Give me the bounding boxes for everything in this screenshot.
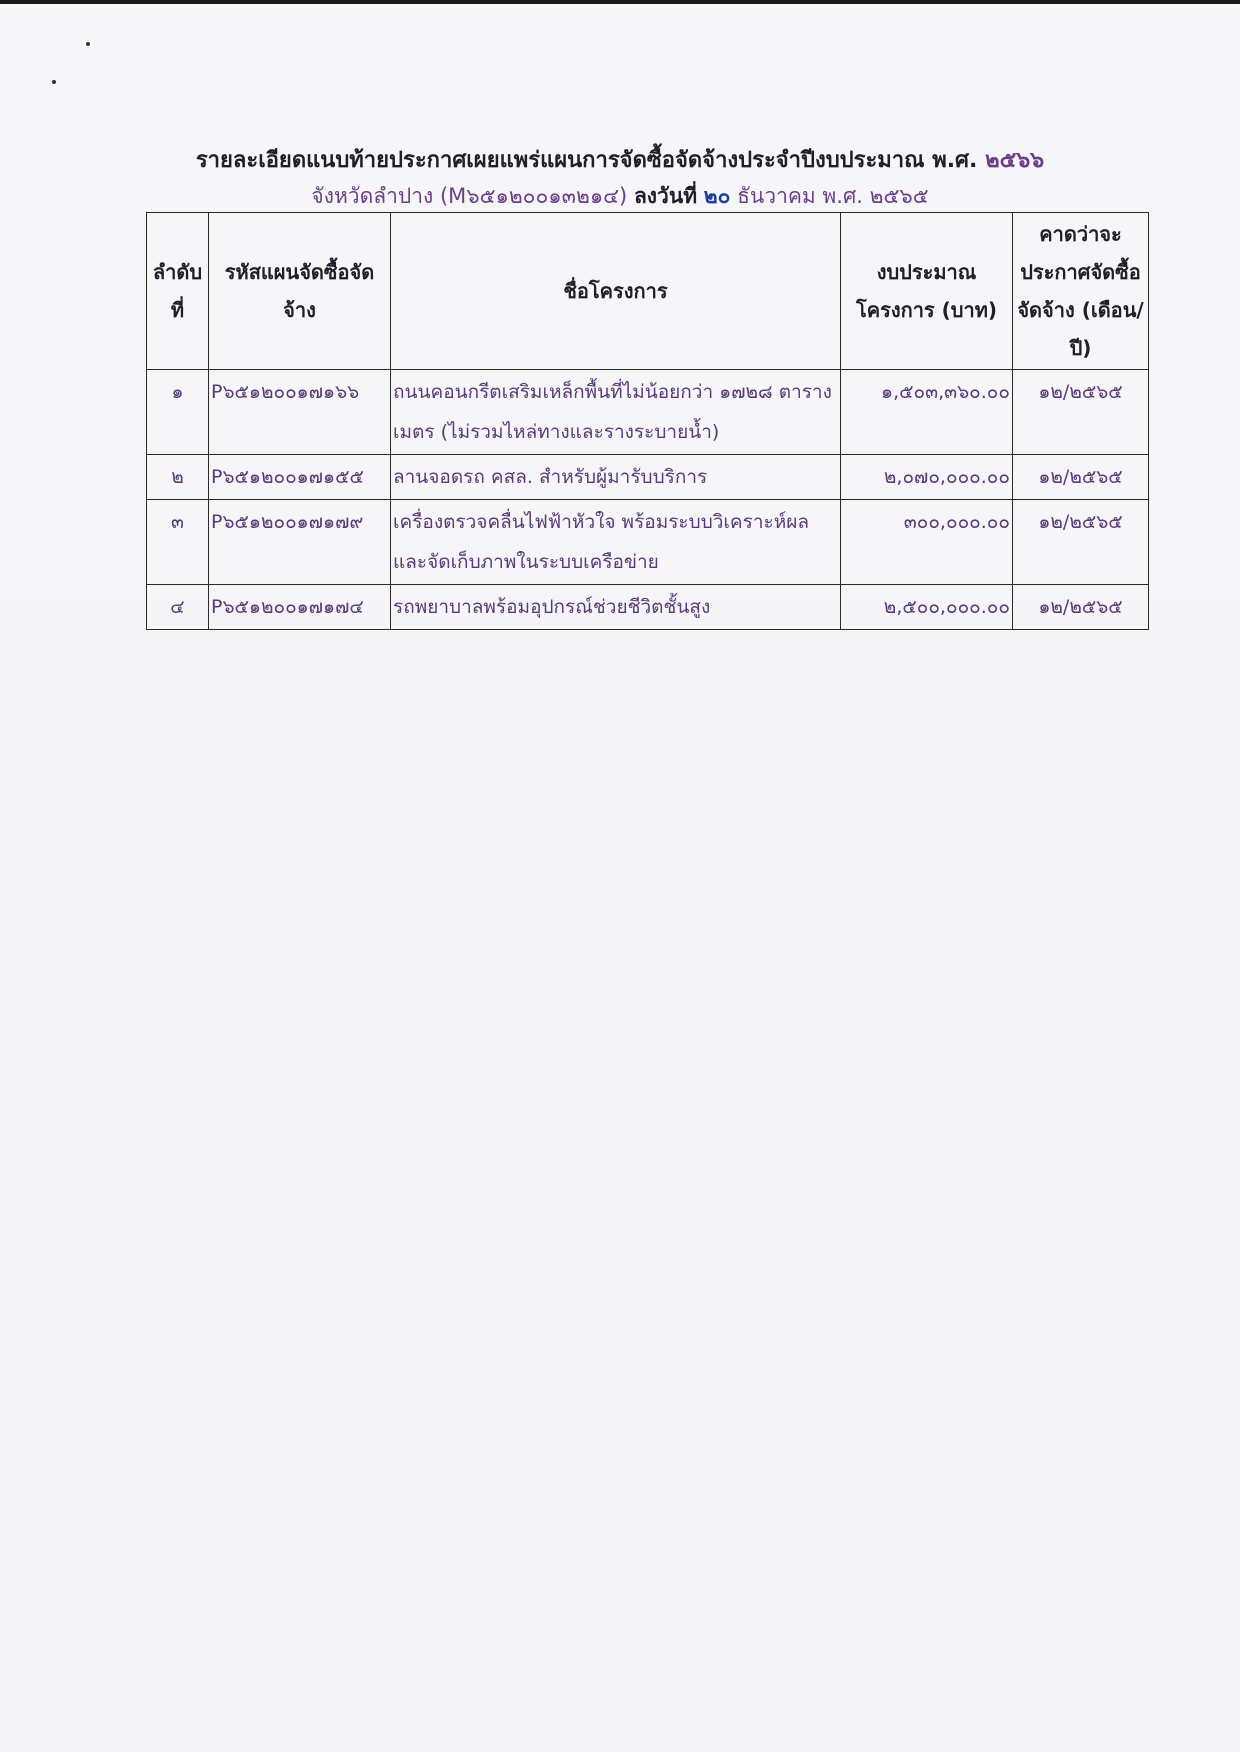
header-budget: งบประมาณโครงการ (บาท) <box>841 213 1013 370</box>
cell-budget: ๒,๐๗๐,๐๐๐.๐๐ <box>841 455 1013 500</box>
header-code: รหัสแผนจัดซื้อจัดจ้าง <box>209 213 391 370</box>
table-header-row <box>147 213 1149 370</box>
cell-name: รถพยาบาลพร้อมอุปกรณ์ช่วยชีวิตชั้นสูง <box>391 585 841 630</box>
subtitle-month-year: ธันวาคม พ.ศ. ๒๕๖๕ <box>737 184 929 208</box>
subtitle-date-label: ลงวันที่ <box>633 184 698 208</box>
subtitle-province: จังหวัดลำปาง (M๖๕๑๒๐๐๑๓๒๑๔) <box>311 184 628 208</box>
title-main: รายละเอียดแนบท้ายประกาศเผยแพร่แผนการจัดซื้อจัดจ้างประจำปีงบประมาณ พ.ศ. <box>195 148 978 173</box>
cell-month: ๑๒/๒๕๖๕ <box>1013 370 1149 455</box>
document-title <box>0 142 1240 177</box>
header-no: ลำดับที่ <box>147 213 209 370</box>
cell-month: ๑๒/๒๕๖๕ <box>1013 500 1149 585</box>
table-row <box>147 500 1149 585</box>
table-row <box>147 370 1149 455</box>
document-subtitle <box>0 180 1240 213</box>
cell-month: ๑๒/๒๕๖๕ <box>1013 585 1149 630</box>
cell-code: P๖๕๑๒๐๐๑๗๑๖๖ <box>209 370 391 455</box>
header-month: คาดว่าจะประกาศจัดซื้อจัดจ้าง (เดือน/ปี) <box>1013 213 1149 370</box>
cell-name: ลานจอดรถ คสล. สำหรับผู้มารับบริการ <box>391 455 841 500</box>
scan-speck <box>52 80 56 84</box>
cell-budget: ๑,๕๐๓,๓๖๐.๐๐ <box>841 370 1013 455</box>
cell-budget: ๓๐๐,๐๐๐.๐๐ <box>841 500 1013 585</box>
table-row <box>147 585 1149 630</box>
scan-speck <box>86 42 90 46</box>
cell-no: ๑ <box>147 370 209 455</box>
cell-no: ๒ <box>147 455 209 500</box>
procurement-plan-table <box>146 212 1149 630</box>
cell-code: P๖๕๑๒๐๐๑๗๑๗๔ <box>209 585 391 630</box>
cell-no: ๓ <box>147 500 209 585</box>
table-row <box>147 455 1149 500</box>
title-year: ๒๕๖๖ <box>985 148 1045 173</box>
scan-top-edge <box>0 0 1240 4</box>
cell-month: ๑๒/๒๕๖๕ <box>1013 455 1149 500</box>
cell-no: ๔ <box>147 585 209 630</box>
subtitle-day: ๒๐ <box>703 184 731 208</box>
cell-code: P๖๕๑๒๐๐๑๗๑๕๕ <box>209 455 391 500</box>
cell-name: ถนนคอนกรีตเสริมเหล็กพื้นที่ไม่น้อยกว่า ๑๗๒๘ ตารางเมตร (ไม่รวมไหล่ทางและรางระบายน้ำ) <box>391 370 841 455</box>
cell-code: P๖๕๑๒๐๐๑๗๑๗๙ <box>209 500 391 585</box>
cell-budget: ๒,๕๐๐,๐๐๐.๐๐ <box>841 585 1013 630</box>
header-name: ชื่อโครงการ <box>391 213 841 370</box>
cell-name: เครื่องตรวจคลื่นไฟฟ้าหัวใจ พร้อมระบบวิเคราะห์ผลและจัดเก็บภาพในระบบเครือข่าย <box>391 500 841 585</box>
